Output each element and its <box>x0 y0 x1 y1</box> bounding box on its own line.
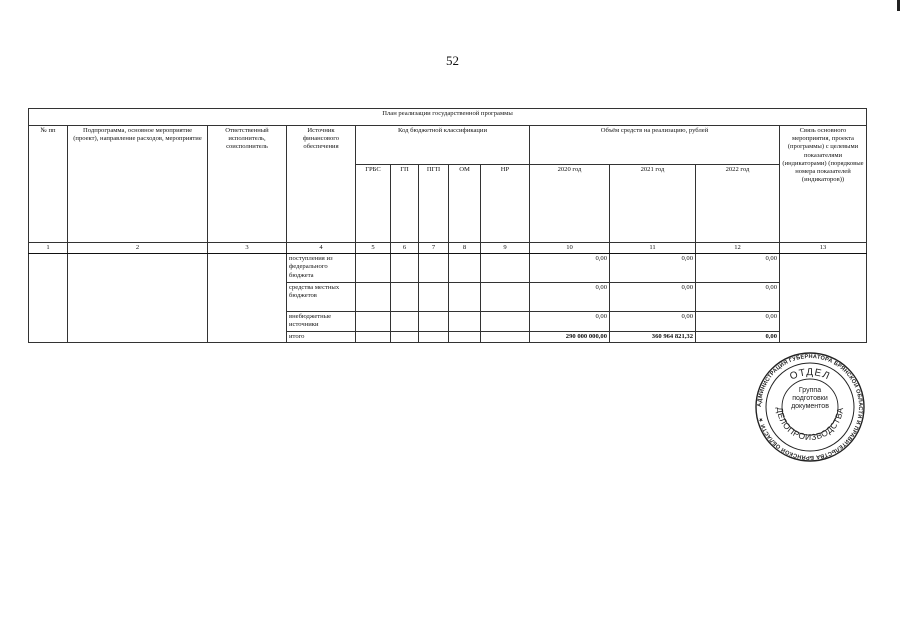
column-number: 3 <box>208 243 287 254</box>
total-2021: 360 964 821,32 <box>610 332 696 343</box>
code-cell <box>391 312 419 332</box>
header-volume: Объём средств на реализацию, рублей <box>530 126 780 165</box>
stamp-center-line: документов <box>791 403 829 411</box>
header-code-pgp: ПГП <box>419 165 449 243</box>
code-cell <box>356 283 391 312</box>
header-code-nr: НР <box>481 165 530 243</box>
code-cell <box>391 332 419 343</box>
svg-text:ДЕЛОПРОИЗВОДСТВА <box>775 407 845 443</box>
stamp-arc-word: ДЕЛОПРОИЗВОДСТВА <box>774 406 846 443</box>
row-source-federal: поступления из федерального бюджета <box>287 254 356 283</box>
value-2021: 0,00 <box>610 254 696 283</box>
row-subprogram-cell <box>68 254 208 343</box>
value-2022: 0,00 <box>696 283 780 312</box>
code-cell <box>419 254 449 283</box>
page-number: 52 <box>446 53 459 68</box>
column-number: 1 <box>29 243 68 254</box>
code-cell <box>419 312 449 332</box>
code-cell <box>481 312 530 332</box>
column-number: 6 <box>391 243 419 254</box>
code-cell <box>481 283 530 312</box>
row-num-cell <box>29 254 68 343</box>
value-2020: 0,00 <box>530 312 610 332</box>
header-code-gp: ГП <box>391 165 419 243</box>
code-cell <box>449 312 481 332</box>
stamp-outer-text: АДМИНИСТРАЦИЯ ГУБЕРНАТОРА БРЯНСКОЙ ОБЛАСТИ И ПРАВИТЕЛЬСТВА БРЯНСКОЙ ОБЛАСТИ ★ <box>756 353 864 461</box>
code-cell <box>449 254 481 283</box>
row-source-extrabudgetary: внебюджетные источники <box>287 312 356 332</box>
value-2022: 0,00 <box>696 254 780 283</box>
column-number: 10 <box>530 243 610 254</box>
code-cell <box>449 283 481 312</box>
code-cell <box>391 254 419 283</box>
header-code-grbs: ГРБС <box>356 165 391 243</box>
code-cell <box>481 254 530 283</box>
header-year-2021: 2021 год <box>610 165 696 243</box>
code-cell <box>356 332 391 343</box>
value-2020: 0,00 <box>530 283 610 312</box>
row-link-cell <box>780 254 867 343</box>
code-cell <box>449 332 481 343</box>
implementation-plan-table <box>28 108 867 343</box>
scan-edge-mark <box>897 0 900 11</box>
stamp-center-text <box>784 387 836 411</box>
row-source-total: итого <box>287 332 356 343</box>
header-budget-code: Код бюджетной классификации <box>356 126 530 165</box>
column-number: 11 <box>610 243 696 254</box>
code-cell <box>481 332 530 343</box>
column-number: 2 <box>68 243 208 254</box>
header-subprogram: Подпрограмма, основное мероприятие (проект), направление расходов, мероприятие <box>68 126 208 243</box>
code-cell <box>391 283 419 312</box>
value-2022: 0,00 <box>696 312 780 332</box>
row-source-local: средства местных бюджетов <box>287 283 356 312</box>
value-2020: 0,00 <box>530 254 610 283</box>
code-cell <box>356 254 391 283</box>
total-2020: 290 000 000,00 <box>530 332 610 343</box>
column-number: 13 <box>780 243 867 254</box>
header-year-2020: 2020 год <box>530 165 610 243</box>
stamp-center-line: подготовки <box>792 395 828 403</box>
table-title: План реализации государственной программы <box>29 109 867 126</box>
header-code-om: ОМ <box>449 165 481 243</box>
column-number: 5 <box>356 243 391 254</box>
code-cell <box>419 283 449 312</box>
header-link: Связь основного мероприятия, проекта (программы) с целевыми показателями (индикаторами) (порядковые номера показателей (индикаторов)) <box>780 126 867 243</box>
office-stamp <box>754 351 866 463</box>
value-2021: 0,00 <box>610 283 696 312</box>
header-executor: Ответственный исполнитель, соисполнитель <box>208 126 287 243</box>
header-num: № пп <box>29 126 68 243</box>
header-source: Источник финансового обеспечения <box>287 126 356 243</box>
column-number: 4 <box>287 243 356 254</box>
total-2022: 0,00 <box>696 332 780 343</box>
value-2021: 0,00 <box>610 312 696 332</box>
stamp-center-line: Группа <box>798 387 822 394</box>
code-cell <box>419 332 449 343</box>
svg-text:ОТДЕЛ <box>788 367 831 382</box>
column-number: 8 <box>449 243 481 254</box>
column-number: 9 <box>481 243 530 254</box>
row-executor-cell <box>208 254 287 343</box>
column-number: 12 <box>696 243 780 254</box>
code-cell <box>356 312 391 332</box>
stamp-top-word: ОТДЕЛ <box>788 367 832 383</box>
column-number: 7 <box>419 243 449 254</box>
header-year-2022: 2022 год <box>696 165 780 243</box>
